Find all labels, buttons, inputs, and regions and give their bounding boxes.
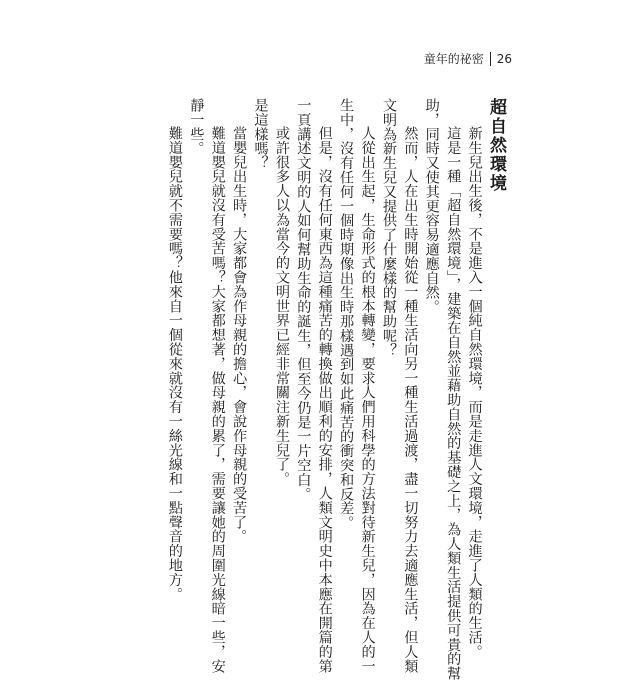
text-column: 當嬰兒出生時，大家都會為作母親的擔心，會說作母親的受苦了。	[231, 126, 248, 544]
vertical-text-body	[156, 98, 506, 681]
body-text	[164, 98, 485, 681]
text-column: 靜一些。	[188, 98, 205, 156]
header-divider	[490, 52, 491, 66]
text-column: 人從出生起，生命形式的根本轉變，要求人們用科學的方法對待新生兒，因為在人的一	[359, 126, 376, 674]
text-column: 然而，人在出生時開始從一種生活向另一種生活過渡，盡一切努力去適應生活，但人類	[402, 126, 419, 674]
page-number: 26	[496, 51, 512, 66]
text-column: 是這樣嗎？	[252, 98, 269, 170]
text-column: 生中，沒有任何一個時期像出生時那樣遇到如此痛苦的衝突和反差。	[338, 98, 355, 530]
section-title: 超自然環境	[486, 98, 506, 193]
text-column: 這是一種「超自然環境」，建築在自然並藉助自然的基礎之上，為人類生活提供可貴的幫	[445, 126, 462, 681]
text-column: 新生兒出生後，不是進入一個純自然環境，而是走進人文環境，走進了人類的生活。	[466, 126, 483, 660]
running-header	[424, 50, 512, 67]
text-column: 一頁講述文明的人如何幫助生命的誕生，但至今仍是一片空白。	[295, 98, 312, 502]
text-column: 難道嬰兒就不需要嗎？他來自一個從來就沒有一絲光線和一點聲音的地方。	[166, 126, 183, 602]
text-column: 但是，沒有任何東西為這種痛苦的轉換做出順利的安排，人類文明史中本應在開篇的第	[316, 126, 333, 674]
text-column: 助，同時又使其更容易適應自然。	[423, 98, 440, 314]
text-column: 文明為新生兒又提供了什麼樣的幫助呢？	[380, 98, 397, 358]
text-column: 或許很多人以為當今的文明世界已經非常關注新生兒了。	[273, 126, 290, 487]
chapter-title: 童年的祕密	[423, 52, 484, 66]
text-column: 難道嬰兒就沒有受苦嗎？大家都想著，做母親的累了，需要讓她的周圍光線暗一些，安	[209, 126, 226, 674]
